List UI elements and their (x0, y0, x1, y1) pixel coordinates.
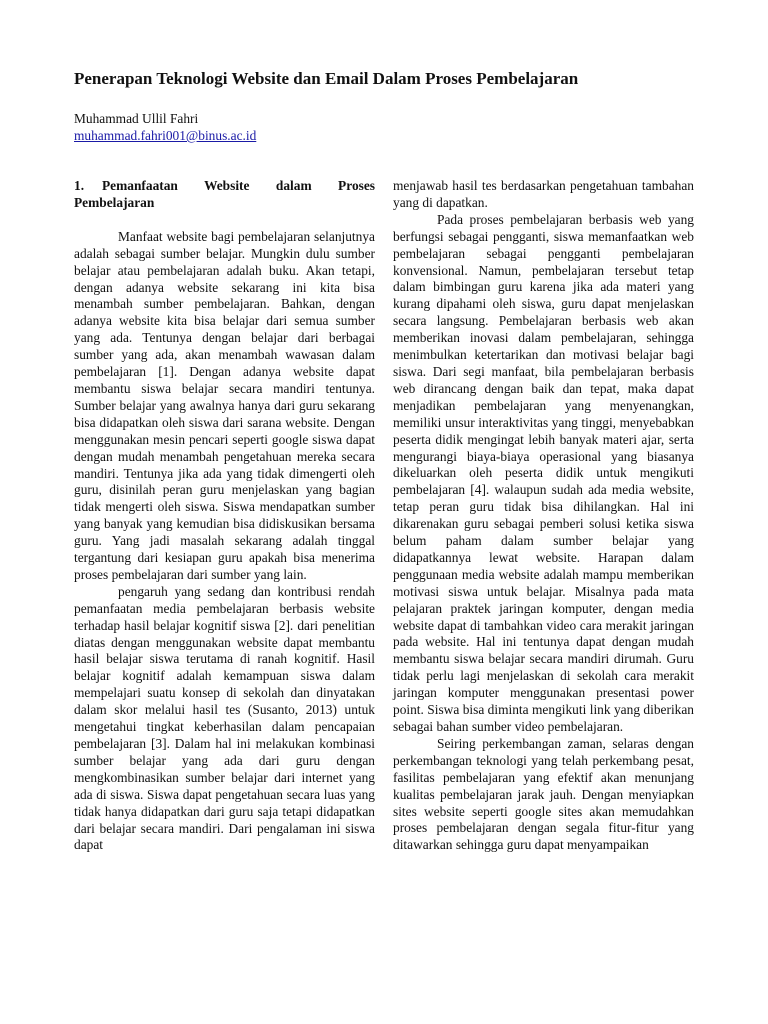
paragraph: Pada proses pembelajaran berbasis web yang berfungsi sebagai pengganti, siswa memanfaatkan web pembelajaran sebagai pengganti pembelajaran konvensional. Namun, pembelajaran tersebut tetap dalam bimbingan guru karena jika ada materi yang kurang dipahami oleh siswa, guru dapat menjelaskan secara langsung. Pembelajaran berbasis web akan memberikan inovasi dalam pembelajaran, sehingga menimbulkan ketertarikan dan motivasi belajar bagi siswa. Dari segi manfaat, bila pembelajaran berbasis web dirancang dengan baik dan tepat, maka dapat menjadikan pembelajaran yang menyenangkan, memiliki unsur interaktivitas yang tinggi, menyebabkan peserta didik mengingat lebih banyak materi ajar, serta mengurangi biaya-biaya operasional yang biasanya dikeluarkan oleh peserta didik untuk mengikuti pembelajaran [4]. walaupun sudah ada media website, tetap peran guru tidak bisa dihilangkan. Hal ini dikarenakan guru sebagai pemberi solusi ketika siswa belum paham dalam sumber belajar yang didapatkannya lewat website. Harapan dalam penggunaan media website adalah mampu memberikan motivasi siswa untuk belajar. Misalnya pada mata pelajaran praktek jaringan komputer, dengan media website dapat di tambahkan video cara merakit jaringan pada website. Hal ini tentunya dapat dengan mudah membantu siswa belajar secara mandiri dirumah. Guru tidak perlu lagi menjelaskan di sekolah cara merakit jaringan komputer menggunakan presentasi power point. Siswa bisa diminta mengikuti link yang diberikan sebagai bahan sumber video pembelajaran. (393, 211, 694, 734)
paragraph: Seiring perkembangan zaman, selaras dengan perkembangan teknologi yang telah perkembang pesat, fasilitas pembelajaran yang efektif akan menunjang kualitas pembelajaran jarak jauh. Dengan menyiapkan sites website seperti google sites akan memudahkan proses pembelajaran dengan segala fitur-fitur yang ditawarkan sehingga guru dapat menyampaikan (393, 735, 694, 853)
right-column (393, 178, 694, 854)
paper-title: Penerapan Teknologi Website dan Email Dalam Proses Pembelajaran (74, 69, 579, 88)
section-heading-text: Pemanfaatan Website dalam Proses Pembelajaran (74, 178, 375, 210)
spacer (74, 212, 375, 229)
author-name: Muhammad Ullil Fahri (74, 111, 199, 126)
section-heading (74, 178, 375, 212)
paragraph: Manfaat website bagi pembelajaran selanjutnya adalah sebagai sumber belajar. Mungkin dulu sumber belajar atau pembelajaran adalah buku. Akan tetapi, dengan adanya website sekarang ini kita bisa menambah sumber pembelajaran. Bahkan, dengan adanya website kita bisa belajar dari semua sumber yang ada. Tentunya dengan belajar dari berbagai sumber yang ada, akan menambah wawasan dalam pembelajaran [1]. Dengan adanya website dapat membantu siswa belajar secara mandiri tentunya. Sumber belajar yang awalnya hanya dari guru sekarang bisa didapatkan oleh siswa dari sarana website. Dengan menggunakan mesin pencari seperti google siswa dapat dengan mudah menambah pengetahuan mereka secara mandiri. Tentunya jika ada yang tidak dimengerti oleh guru, disinilah peran guru menjelaskan yang bagian tidak mengerti oleh siswa. Siswa mendapatkan sumber yang banyak yang kemudian bisa didiskusikan bersama guru. Yang jadi masalah sekarang adalah tinggal tergantung dari kesiapan guru apakah bisa menerima proses pembelajaran dari sumber yang lain. (74, 228, 375, 582)
paragraph: pengaruh yang sedang dan kontribusi rendah pemanfaatan media pembelajaran berbasis website terhadap hasil belajar kognitif siswa [2]. dari penelitian diatas dengan menggunakan website dapat membantu hasil belajar siswa terutama di ranah kognitif. Hasil belajar kognitif adalah kemampuan siswa dalam mempelajari suatu konsep di sekolah dan dinyatakan dalam skor melalui hasil tes (Susanto, 2013) untuk mengetahui tingkat keberhasilan dalam pencapaian pembelajaran [3]. Dalam hal ini melakukan kombinasi sumber belajar yang ada dari guru dengan mengkombinasikan sumber belajar dari internet yang ada di siswa. Siswa dapat pengetahuan secara luas yang tidak hanya didapatkan dari guru saja tetapi didapatkan dari belajar secara mandiri. Dari pengalaman ini siswa dapat (74, 583, 375, 853)
left-column (74, 178, 375, 854)
paragraph-continuation: menjawab hasil tes berdasarkan pengetahuan tambahan yang di dapatkan. (393, 178, 694, 210)
section-number: 1. (74, 178, 85, 193)
author-email-link[interactable]: muhammad.fahri001@binus.ac.id (74, 128, 257, 143)
